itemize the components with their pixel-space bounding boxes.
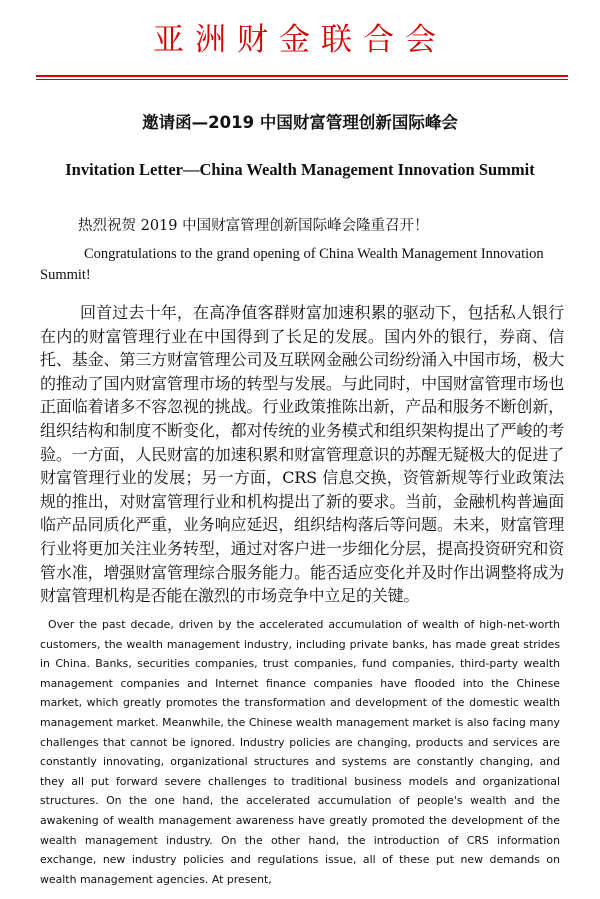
letter-title-chinese: 邀请函—2019 中国财富管理创新国际峰会 — [142, 113, 458, 132]
body-paragraph-chinese: 回首过去十年，在高净值客群财富加速积累的驱动下，包括私人银行在内的财富管理行业在中国得到了长足的发展。国内外的银行，券商、信托、基金、第三方财富管理公司及互联网金融公司纷纷涌入中国市场，极大的推动了国内财富管理市场的转型与发展。与此同时，中国财富管理市场也正面临着诸多不容忽视的挑战。行业政策推陈出新，产品和服务不断创新，组织结构和制度不断变化，都对传统的业务模式和组织架构提出了严峻的考验。一方面，人民财富的加速积累和财富管理意识的苏醒无疑极大的促进了财富管理行业的发展；另一方面，CRS 信息交换，资管新规等行业政策法规的推出，对财富管理行业和机构提出了新的要求。当前，金融机构普遍面临产品同质化严重，业务响应延迟，组织结构落后等问题。未来，财富管理行业将更加关注业务转型，通过对客户进一步细化分层，提高投资研究和资管水准，增强财富管理综合服务能力。能否适应变化并及时作出调整将成为财富管理机构是否能在激烈的市场竞争中立足的关键。 — [40, 303, 564, 606]
letterhead-rule-thick — [36, 75, 568, 77]
letterhead-rule-thin — [36, 79, 568, 80]
body-paragraph-english: Over the past decade, driven by the accelerated accumulation of wealth of high-net-worth customers, the wealth management industry, including private banks, has made great strides in China. Banks, securities companies, trust companies, fund companies, third-party wealth management companies and Internet finance companies have flooded into the Chinese market, which greatly promotes the transformation and development of the domestic wealth management market. Meanwhile, the Chinese wealth management market is also facing many challenges that cannot be ignored. Industry policies are changing, products and services are constantly innovating, organizational structures and systems are constantly changing, and they all put forward severe challenges to traditional business models and organizational structures. On the one hand, the accelerated accumulation of people's wealth and the awakening of wealth management awareness have greatly promoted the development of the wealth management industry. On the other hand, the introduction of CRS information exchange, new industry policies and regulations issue, all of these put new demands on wealth management agencies. At present, — [40, 618, 560, 886]
letter-title-english: Invitation Letter—China Wealth Management Innovation Summit — [65, 160, 535, 179]
congratulations-chinese: 热烈祝贺 2019 中国财富管理创新国际峰会隆重召开！ — [78, 218, 429, 234]
congratulations-english: Congratulations to the grand opening of China Wealth Management Innovation Summit! — [40, 246, 544, 283]
organization-name: 亚洲财金联合会 — [153, 22, 447, 58]
